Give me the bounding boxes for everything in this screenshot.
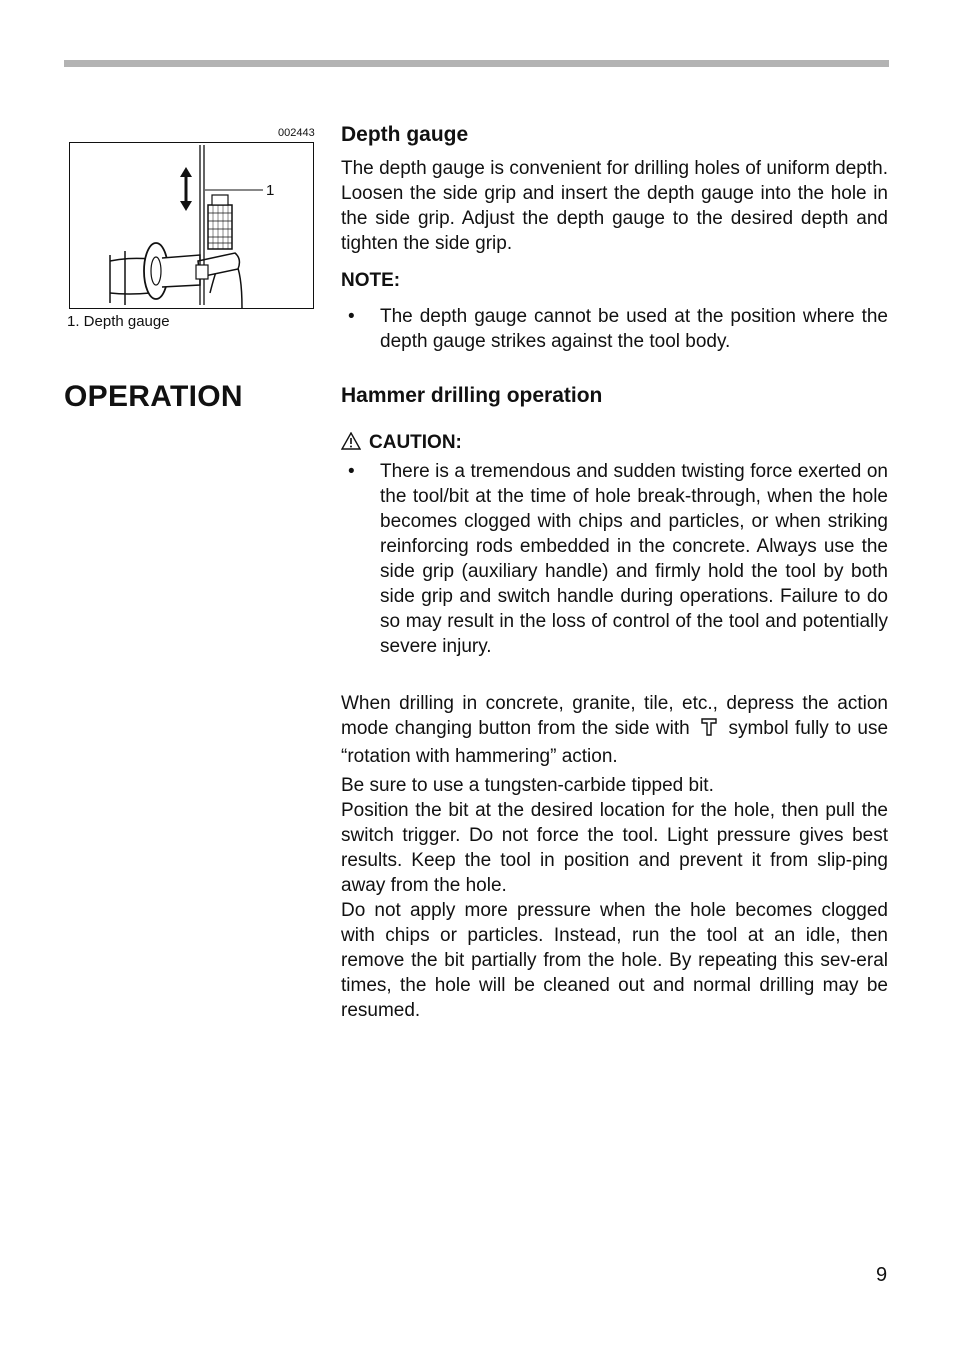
bullet-dot: •	[348, 306, 355, 327]
hammer-para-4: Do not apply more pressure when the hole becomes clogged with chips or particles. Instead, run the tool at an idle, then remove the bit partially from the hole. By repeating this sev-eral times, the hole will be cleaned out and normal drilling may be resumed.	[341, 900, 888, 1021]
figure-caption: 1. Depth gauge	[67, 313, 170, 330]
caution-label: CAUTION:	[369, 432, 462, 453]
page-number: 9	[876, 1264, 888, 1286]
hammer-para-2: Be sure to use a tungsten-carbide tipped bit.	[341, 775, 714, 796]
figure-callout: 1	[266, 182, 275, 199]
depth-gauge-figure	[69, 142, 314, 309]
top-rule	[64, 60, 889, 67]
depth-gauge-heading: Depth gauge	[341, 123, 469, 146]
figure-code: 002443	[278, 127, 315, 139]
hammer-symbol-icon	[700, 717, 718, 744]
caution-row	[341, 430, 888, 457]
note-label: NOTE:	[341, 270, 401, 291]
hammer-para-3: Position the bit at the desired location for the hole, then pull the switch trigger. Do not force the tool. Light pressure gives best results. Keep the tool in position and prevent it from slip-ping away from the hole.	[341, 800, 888, 896]
operation-title: OPERATION	[64, 380, 243, 413]
note-bullet	[341, 304, 888, 354]
warning-triangle-icon	[341, 432, 361, 457]
hammer-para-1-b: symbol fully to use “rotation with hammering” action.	[341, 718, 889, 767]
depth-gauge-body: The depth gauge is convenient for drilling holes of uniform depth. Loosen the side grip and insert the depth gauge into the hole in the side grip. Adjust the depth gauge to the desired depth and tighten the side grip.	[341, 158, 888, 254]
hammer-para-1-a: When drilling in concrete, granite, tile, etc., depress the action mode changing button from the side with	[341, 693, 888, 739]
caution-bullet	[341, 459, 888, 659]
bullet-dot: •	[348, 461, 355, 482]
hammer-para-1	[341, 691, 888, 769]
hammer-heading: Hammer drilling operation	[341, 384, 603, 407]
caution-bullet-text: There is a tremendous and sudden twisting force exerted on the tool/bit at the time of hole break-through, when the hole becomes clogged with chips and particles, or when striking reinforcing rods embedded in the concrete. Always use the side grip (auxiliary handle) and firmly hold the tool by both side grip and switch handle during operations. Failure to do so may result in the loss of control of the tool and potentially severe injury.	[380, 461, 888, 657]
note-bullet-text: The depth gauge cannot be used at the position where the depth gauge strikes against the tool body.	[380, 306, 888, 352]
depth-gauge-illustration	[70, 143, 313, 308]
